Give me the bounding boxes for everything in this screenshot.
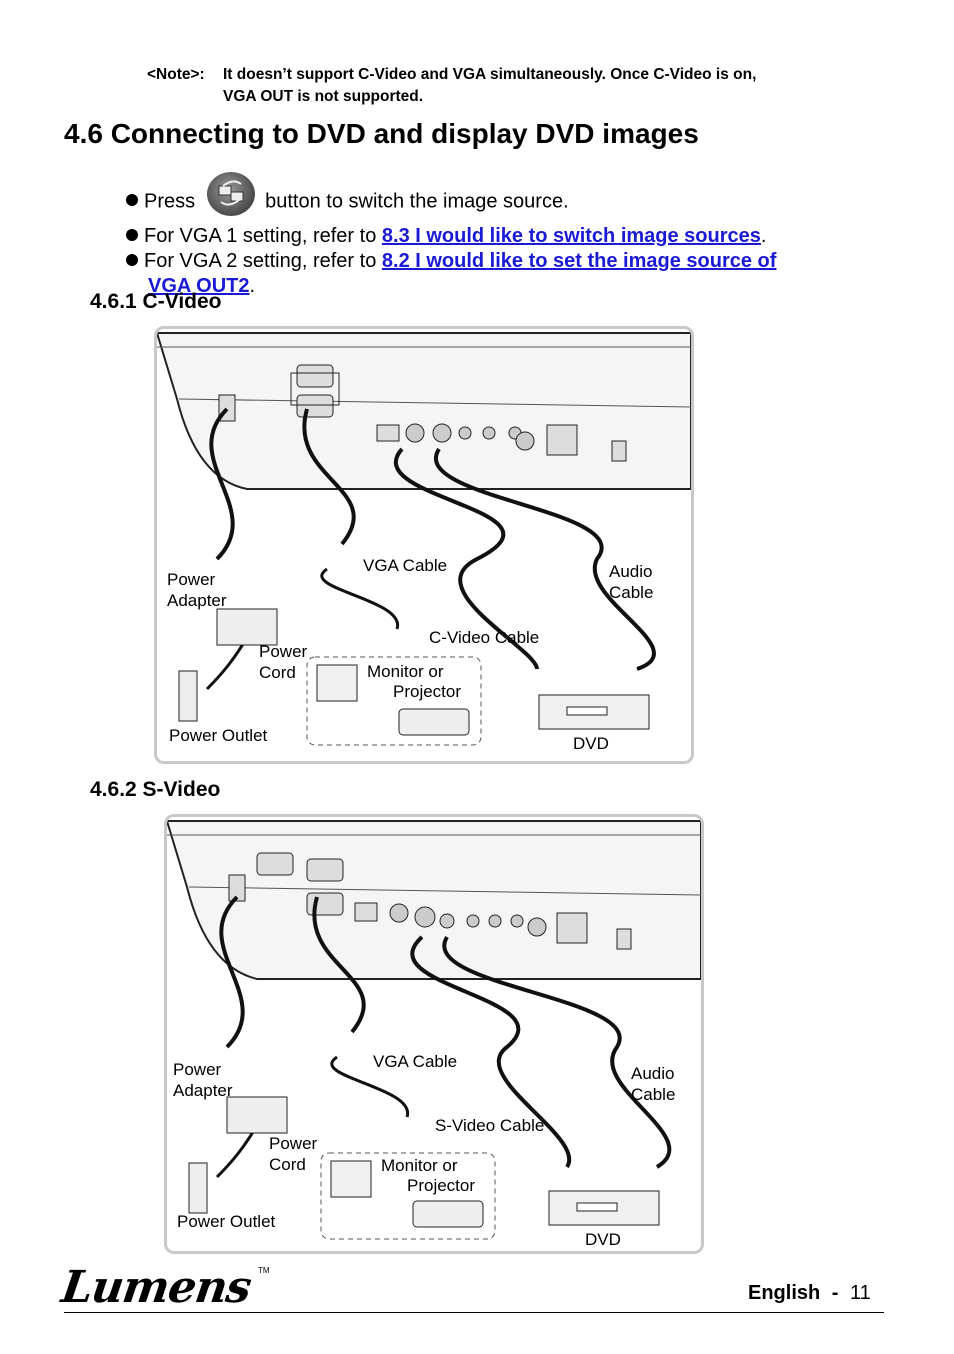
link-set-image-source-vga-out2[interactable]: 8.2 I would like to set the image source of xyxy=(381,250,777,272)
bullet-item-vga2 xyxy=(126,249,776,274)
label-power-adapter: Power Adapter xyxy=(167,570,227,610)
label-vga-cable: VGA Cable xyxy=(373,1052,458,1071)
bullet-dot xyxy=(126,254,138,266)
label-audio-cable: Audio Cable xyxy=(609,562,654,602)
language-label: English xyxy=(748,1282,821,1304)
page-number: 11 xyxy=(850,1282,871,1304)
label-video-cable: C-Video Cable xyxy=(429,628,540,647)
bullet-text: Press xyxy=(144,190,196,213)
label-video-cable: S-Video Cable xyxy=(435,1116,545,1135)
footer-divider xyxy=(64,1312,884,1313)
svideo-diagram xyxy=(164,814,704,1254)
label-monitor-or: Monitor or xyxy=(367,662,444,681)
link-switch-image-sources[interactable]: 8.3 I would like to switch image sources xyxy=(381,225,761,247)
note-line-1: It doesn’t support C-Video and VGA simultaneously. Once C-Video is on, xyxy=(223,66,757,83)
label-projector: Projector xyxy=(407,1176,476,1195)
subsection-title-svideo: 4.6.2 S-Video xyxy=(90,778,221,801)
trademark-mark: TM xyxy=(258,1266,270,1275)
page-footer xyxy=(748,1282,871,1305)
bullet-text: button to switch the image source. xyxy=(265,190,569,213)
note xyxy=(147,64,756,108)
bullet-text: . xyxy=(249,275,256,297)
label-projector: Projector xyxy=(393,682,462,701)
bullet-text: For VGA 1 setting, refer to xyxy=(144,225,382,247)
label-dvd: DVD xyxy=(585,1230,621,1249)
bullet-dot xyxy=(126,194,138,206)
source-switch-button-icon xyxy=(207,172,255,216)
bullet-item-vga1 xyxy=(126,224,776,249)
note-line-2: VGA OUT is not supported. xyxy=(223,88,424,105)
subsection-title-cvideo: 4.6.1 C-Video xyxy=(90,290,222,313)
bullet-list xyxy=(126,180,776,299)
bullet-dot xyxy=(126,229,138,241)
bullet-text: For VGA 2 setting, refer to xyxy=(144,250,382,272)
label-power-outlet: Power Outlet xyxy=(177,1212,276,1231)
label-audio-cable: Audio Cable xyxy=(631,1064,676,1104)
footer-separator: - xyxy=(831,1282,839,1304)
note-label: <Note>: xyxy=(147,66,205,83)
bullet-text: . xyxy=(760,225,767,247)
label-monitor-or: Monitor or xyxy=(381,1156,458,1175)
label-power-cord: Power Cord xyxy=(259,642,308,682)
bullet-item-press xyxy=(126,180,776,224)
link-vga-out2[interactable]: VGA OUT2 xyxy=(148,275,250,297)
cvideo-diagram xyxy=(154,326,694,764)
label-vga-cable: VGA Cable xyxy=(363,556,448,575)
label-power-adapter: Power Adapter xyxy=(173,1060,233,1100)
label-dvd: DVD xyxy=(573,734,609,753)
bullet-item-vga2-cont xyxy=(126,274,776,299)
label-power-cord: Power Cord xyxy=(269,1134,318,1174)
section-title: 4.6 Connecting to DVD and display DVD images xyxy=(64,118,699,149)
label-power-outlet: Power Outlet xyxy=(169,726,268,745)
lumens-logo: Lumens xyxy=(58,1262,254,1313)
